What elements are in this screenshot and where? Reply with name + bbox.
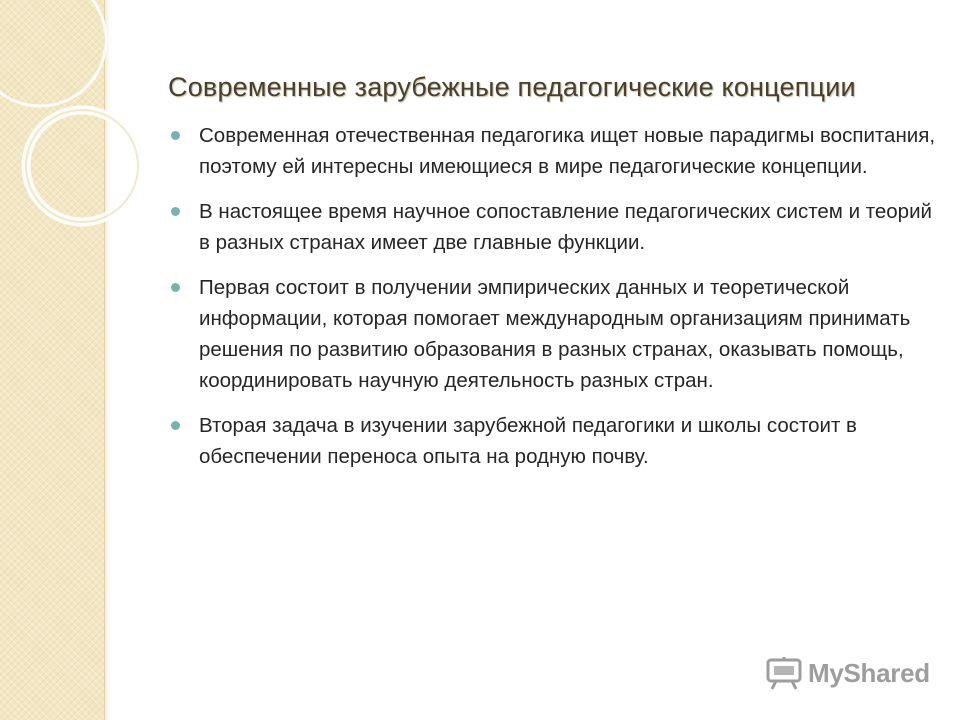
bullet-item — [168, 410, 938, 472]
bullet-dot-icon — [171, 283, 180, 292]
watermark-text: MyShared — [808, 657, 930, 688]
bullet-text: В настоящее время научное сопоставление педагогических систем и теорий в разных странах имеет две главные функции. — [199, 200, 932, 254]
watermark — [766, 656, 930, 690]
bullet-dot-icon — [171, 131, 180, 140]
slide-title: Современные зарубежные педагогические концепции — [168, 72, 856, 102]
decorative-rings — [0, 0, 140, 320]
bullet-item — [168, 272, 938, 396]
presentation-board-icon — [766, 656, 802, 690]
bullet-text: Современная отечественная педагогика ищет новые парадигмы воспитания, поэтому ей интересны имеющиеся в мире педагогические концепции. — [199, 124, 936, 178]
bullet-dot-icon — [171, 421, 180, 430]
bullet-item — [168, 196, 938, 258]
bullet-text: Первая состоит в получении эмпирических данных и теоретической информации, которая помогает международным организациям принимать решения по развитию образования в разных странах, оказывать помощь, координировать научную деятельность разных стран. — [199, 276, 911, 392]
bullet-item — [168, 120, 938, 182]
bullet-dot-icon — [171, 207, 180, 216]
bullet-text: Вторая задача в изучении зарубежной педагогики и школы состоит в обеспечении переноса опыта на родную почву. — [199, 414, 857, 468]
bullet-list — [168, 120, 938, 486]
